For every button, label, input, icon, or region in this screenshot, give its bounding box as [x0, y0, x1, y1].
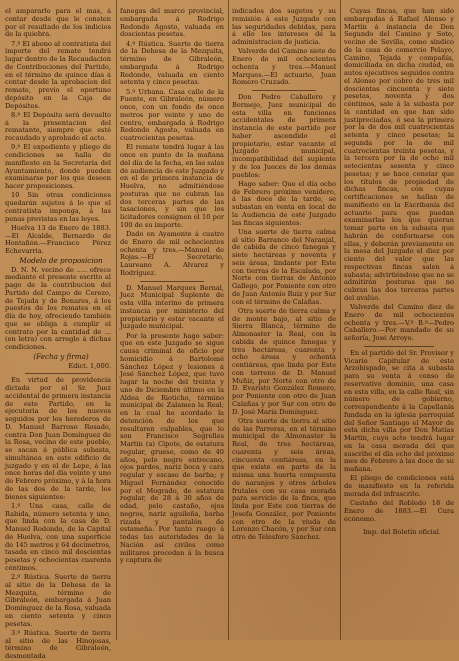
paragraph: el ampararlo para el mas, á contar desde que le consten por el resultado de los indicios de la quiebra.	[5, 7, 111, 39]
date-signature: Huelva 13 de Enero de 1883.—El Alcalde, Bernardo de Hontañón.—Francisco Pérez Echevarria.	[5, 223, 111, 255]
column-rule	[228, 0, 229, 640]
section-heading: Modelo de proposicion	[19, 256, 103, 266]
separator	[25, 373, 91, 374]
column-rule	[340, 0, 341, 640]
column-4	[344, 8, 454, 634]
paragraph: Otra suerte de tierra calma y de monte bajo, al sitio de Sierra Blanca, término de Almonaster la Real, con la cabida de quince fanegas y tres hectáreas, cuarenta y ocho áreas y ochenta centiáreas, que linda por Este con terreno de D. Manuel Muñiz, por Norte con otro de D. Evaristo González Romero, por Poniente con otro de Juan Calañas y por Sur con otro de D. José María Domínguez.	[232, 306, 336, 416]
paragraph: 4.º Rústica. Suerte de tierra de la Dehesa de la Mezquita, término de Gibraleón, embargada á Rodrigo Redondo, valuada en ciento setenta y cinco pesetas.	[120, 39, 224, 87]
signature-line: (Fecha y firma)	[33, 352, 89, 362]
column-rule	[116, 0, 117, 640]
column-1	[5, 7, 111, 660]
paragraph: 10 Sin otras condiciones quedarán sujetos á lo que el contratista imponga, á las penas previstas en las leyes.	[5, 191, 111, 223]
column-3	[232, 8, 336, 634]
imprint-footer: Imp. del Boletín oficial.	[363, 528, 441, 537]
paragraph: El pliego de condiciones está de manifiesto en la referida morada del infrascrito.	[344, 474, 454, 498]
paragraph: Una suerte de tierra calma al sitio Barranco del Naranjal, de cabida de cinco fanegas y siete hectáreas y noventa y seis áreas, lindante por Este con tierras de la Escalada, por Norte con tierras de Antonio Gallego, por Poniente con otro de Juan Antonio Ruiz y por Sur con el término de Calañas.	[232, 227, 336, 306]
paragraph: El remate tendrá lugar á las once en punto de la mañana del día de la fecha, en las salas de audiencia de este Juzgado y en el de primera instancia de Huelva, no admitiéndose posturas que no cubran las dos terceras partes de las tasaciones, y sin que los licitadores consignen el 10 por 100 de su importe.	[120, 143, 224, 229]
reference-number: Edict. 1,000.	[68, 361, 111, 370]
separator	[252, 90, 316, 91]
paragraph: 1.º Una casa, calle de Rabida, número setenta y uno, que linda con la casa de D. Manuel Rodondo, de la Capital de Huelva, con una superficie de 145 metros y 64 decímetros, tasada en cinco mil doscientas pesetas y ochocientas cuarenta céntimos.	[5, 501, 111, 572]
paragraph: 3.º Rústica. Suerte de tierra al sitio de las Hinojosas, término de Gibraleón, desmontada	[5, 628, 111, 660]
paragraph: Castaño del Robledo 18 de Enero de 1883.—El Cura ecónomo.	[344, 499, 454, 523]
paragraph: D. N. N. vecino de ..... ofrece mediante el presente escrito al pago de la contribucion del Partido del Campo de Cerezo, de Tejada y de Bonares, á los puestos de los remates en el día de hoy, ofreciendo también que se obliga á cumplir el contrato por la cantidad de ... (en letra) con arreglo á dichas condiciones.	[5, 265, 111, 351]
paragraph: Don Pedro Caballero y Bermejo, Juez municipal de esta villa en funciones accidentales de primera instancia de este partido por haber ascendido el propietario, estar vacante el Juzgado municipal, incompatibilidad del suplente y de los Jueces de los demás pueblos:	[232, 93, 336, 179]
paragraph: Dado en Ayamonte á cuatro de Enero de mil ochocientos ochenta y tres.—Manuel de Rojas.—El Secretario, Laureano A. Alvarez y Rodríguez.	[120, 230, 224, 277]
paragraph: Por la presente hago saber: que en este Juzgado se sigue causa criminal de oficio por homicidio á Bartolomé Sánchez López y lesiones á José Sánchez López, que tuvo lugar la noche del treinta y uno de Diciembre último en la Aldea de Rioticho, término municipal de Zalamea la Real; en la cual he acordado la detención de los que resultaren culpables, que lo son Francisco Segrelles Martin (a) Cipote, de estatura regular, grueso, como de 40 años, pelo negro entrecano, ojos pardos, nariz boca y cara regular y escaso de barba; y Miguel Fernández conocido por el Mogrado, de estatura regular, de 28 á 30 años de edad, pelo castaño, ojos negros, nariz aguileña, barba rizada y pantalón de estameña. Por tanto ruego á todas las autoridades de la Nación así civiles como militares procedan á la busca y captura de	[120, 331, 224, 565]
paragraph: Valverde del Camino siete de Enero de mil ochocientos ochenta y tres.—Manuel Marques.—El actuario, Juan Romero Cruzado.	[232, 47, 336, 87]
paragraph: 2.º Rústica. Suerte de tierra al sitio de la Dehesa de la Mezquita, término de Gibraleón, embargada á Juan Domínguez de la Rosa, valuada en ciento setenta y cinco pesetas.	[5, 573, 111, 628]
paragraph: 9.º El expediente y pliego de condiciones se halla de manifiesto en la Secretaría del Ayuntamiento, donde pueden examinarse por los que deseen hacer proposiciones.	[5, 143, 111, 190]
column-2	[120, 8, 224, 634]
paragraph: 5.º Urbana. Casa calle de la Fuente, en Gibraleón, número once, con un fondo de once metros por veinte y uno de centro, embargada á Rodrigo Redondo Agosto, valuada en cuatrocientas pesetas.	[120, 87, 224, 142]
paragraph: D. Manuel Marques Bernal, Juez Municipal Suplente de esta villa interino de primera instancia por ministerio del propietario y estar vacante el Juzgado municipal.	[120, 283, 224, 331]
paragraph: Valverde del Camino diez de Enero de mil ochocientos ochenta y tres.—V.º B.º—Pedro Caballero.—Por mandado de su señoría, José Arroyo.	[344, 303, 454, 342]
separator	[140, 281, 204, 282]
paragraph: Otra suerte de tierra al sitio de las Parreras, en el término municipal de Almonaster la Real, de tres hectáreas, cuarenta y seis áreas, cincuenta centiáreas, en la que existe en parte de la misma una huerta compuesta de naranjos y otros árboles frutales con su casa morada para servicio de la finca, que linda por Este con tierras de Josefa González, por Poniente con otro de la viuda de Lorenzo Chacón, y por Sur con otro de Telesforo Sánchez.	[232, 416, 336, 541]
paragraph: Cuyas fincas, que han sido embargadas á Rafael Alonso y Martín á instancia de Don Segundo del Camino y Soto, vecino de Sevilla, como síndico de la casa de comercio Pelayo, Camino, Tejada y compañía, domiciliada en dicha ciudad, en autos ejecutivos seguidos contra el Alonso por cobro de tres mil doscientas cincuenta y siete pesetas, noventa y dos céntimos, sale á la subasta por la cantidad en que han sido justipreciadas, ó sea la primera por la de dos mil cuatrocientas setenta y cinco pesetas; la segunda por la de mil cuatrocientas treinta pesetas, y la tercera por la de ocho mil setecientas sesenta y cinco pesetas; y se hace constar que los títulos de propiedad de dichas fincas, con cuyas certificaciones se hallan de manifiesto en la Escribanía del actuario para que puedan examinarlas los que quieran tomar parte en la subasta que habrán de conformarse con ellas, y deberán previamente en la mesa del Juzgado el diez por ciento del valor que las respectivas fincas salen á subasta; advirtiéndose que no se admitirán posturas que no cubran las dos terceras partes del avalúo.	[344, 7, 454, 302]
paragraph: Hago saber: Que el día ocho de Febrero próximo venidero, á las doce de la tarde, se subastan en venta en local de la Audiencia de este Juzgado las fincas siguientes:	[232, 179, 336, 227]
paragraph: 8.º El Depósito será devuelto á la presentacion del rematante, siempre que esté recaudado y aprobado el acto.	[5, 110, 111, 142]
paragraph: fanegas del marco provincial, embargada á Rodrigo Redondo Agosto, valuada en doscientas pesetas.	[120, 7, 224, 39]
separator	[364, 346, 434, 347]
paragraph: En el partido del Sr. Provisor y Vicario Capitular de este Arzobispado, se cita á subasta para su venta á censo de reservativo dominio, una casa en esta villa, en la calle Real, sin número de gobierno, correspondiente á la Capellanía fundada en la iglesia parroquial del Señor Santiago el Mayor de esta dicha villa por Don Matías Martín, cuyo acto tendrá lugar en la casa morada del que suscribe el día ocho del próximo mes de Febrero á las doce de su mañana.	[344, 348, 454, 473]
paragraph: 7.º El abono al contratista del importe del remate tendrá lugar dentro de la Recaudacion de Contribuciones del Partido, en el término de quince días á contar desde la aprobacion del remate, previo el oportuno depósito en la Caja de Depósitos.	[5, 39, 111, 110]
paragraph: indicados dos sugetos y su remisión á este Juzgado con las seguridades debidas, para á ello los intereses de la administracion de justicia.	[232, 7, 336, 46]
paragraph: En virtud de providencia dictada por el Sr. Juez accidental de primera instancia de este Partido, en la ejecutoria de los nuevos seguidos por los herederos de D. Manuel Barroso Rosado, contra Don Juan Domínguez de la Rosa, vecino de este pueblo, se sacan á pública subasta, simultánea en este edificio de juzgado y en el de Lepe, á las once horas del día veinte y uno de Febrero próximo, y á la hora de las dos de la tarde, los bienes siguientes:	[5, 376, 111, 501]
